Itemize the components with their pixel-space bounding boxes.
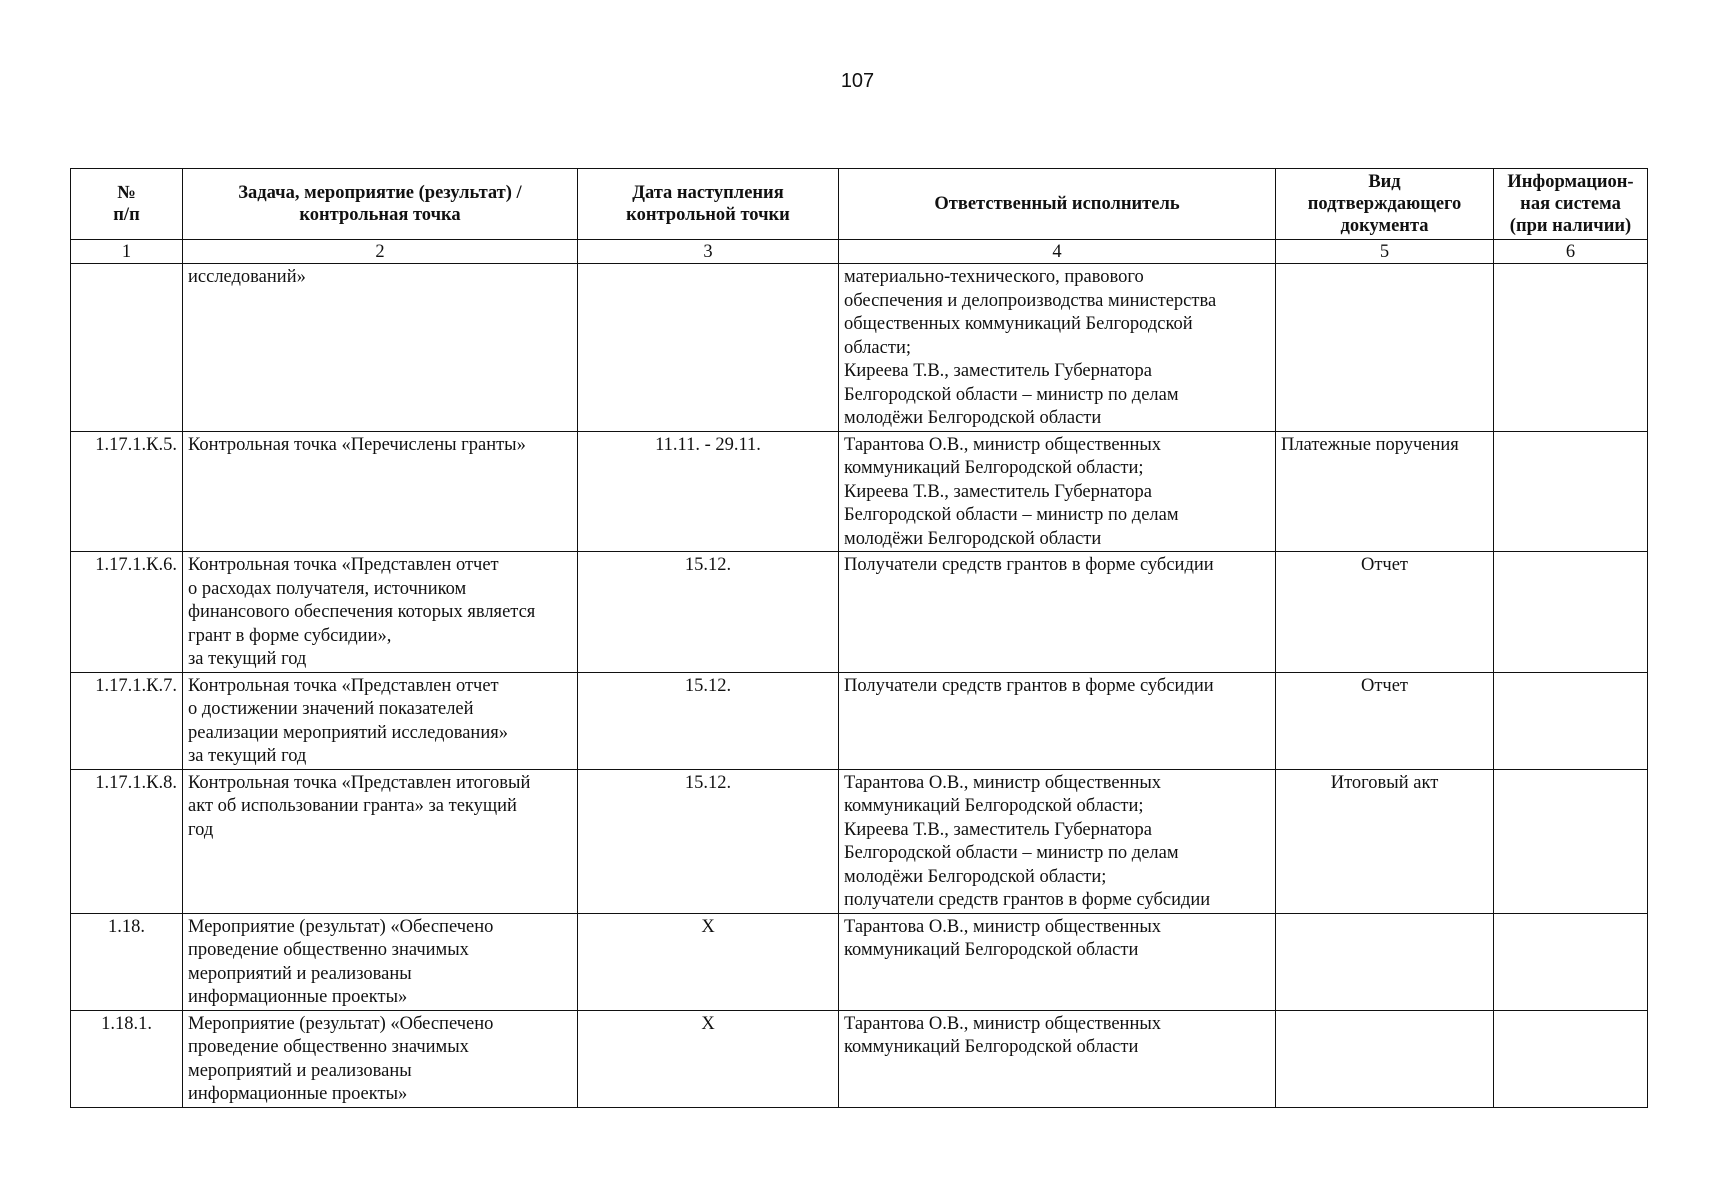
- header-document: [1276, 169, 1494, 240]
- row-document: Платежные поручения: [1276, 431, 1494, 552]
- row-number: 1.17.1.К.7.: [71, 672, 183, 769]
- header-document-text: Вид подтверждающего документа: [1307, 172, 1462, 236]
- table-row: [71, 552, 1648, 673]
- header-task-text: Задача, мероприятие (результат) / контрольная точка: [238, 183, 522, 225]
- column-number: 5: [1276, 240, 1494, 264]
- row-document: Итоговый акт: [1276, 769, 1494, 913]
- row-date: [578, 264, 839, 432]
- column-number: 1: [71, 240, 183, 264]
- header-system-text: Информацион- ная система (при наличии): [1507, 172, 1634, 236]
- header-task: [183, 169, 578, 240]
- row-responsible: Тарантова О.В., министр общественных коммуникаций Белгородской области; Киреева Т.В., заместитель Губернатора Белгородской области – министр по делам молодёжи Белгородской области; получатели средств грантов в форме субсидии: [839, 769, 1276, 913]
- column-number: 4: [839, 240, 1276, 264]
- row-responsible: Получатели средств грантов в форме субсидии: [839, 552, 1276, 673]
- row-system: [1494, 769, 1648, 913]
- header-row: [71, 169, 1648, 240]
- row-system: [1494, 264, 1648, 432]
- row-task: Контрольная точка «Представлен итоговый акт об использовании гранта» за текущий год: [183, 769, 578, 913]
- table-row: [71, 264, 1648, 432]
- row-date: X: [578, 913, 839, 1010]
- row-responsible: Тарантова О.В., министр общественных коммуникаций Белгородской области: [839, 1010, 1276, 1107]
- header-date: [578, 169, 839, 240]
- row-number: 1.18.1.: [71, 1010, 183, 1107]
- row-date: 11.11. - 29.11.: [578, 431, 839, 552]
- row-system: [1494, 913, 1648, 1010]
- table-row: [71, 431, 1648, 552]
- row-number: 1.17.1.К.5.: [71, 431, 183, 552]
- row-system: [1494, 672, 1648, 769]
- column-number-row: [71, 240, 1648, 264]
- row-responsible: Получатели средств грантов в форме субсидии: [839, 672, 1276, 769]
- header-responsible: [839, 169, 1276, 240]
- row-responsible: материально-технического, правового обеспечения и делопроизводства министерства общественных коммуникаций Белгородской области; Киреева Т.В., заместитель Губернатора Белгородской области – министр по делам молодёжи Белгородской области: [839, 264, 1276, 432]
- row-responsible: Тарантова О.В., министр общественных коммуникаций Белгородской области; Киреева Т.В., заместитель Губернатора Белгородской области – министр по делам молодёжи Белгородской области: [839, 431, 1276, 552]
- header-system: [1494, 169, 1648, 240]
- row-document: [1276, 1010, 1494, 1107]
- table-row: [71, 769, 1648, 913]
- row-number: [71, 264, 183, 432]
- header-date-text: Дата наступления контрольной точки: [626, 183, 790, 225]
- row-number: 1.18.: [71, 913, 183, 1010]
- header-number: [71, 169, 183, 240]
- row-task: Контрольная точка «Представлен отчет о достижении значений показателей реализации мероприятий исследования» за текущий год: [183, 672, 578, 769]
- table-row: [71, 913, 1648, 1010]
- row-document: Отчет: [1276, 672, 1494, 769]
- row-date: 15.12.: [578, 672, 839, 769]
- row-responsible: Тарантова О.В., министр общественных коммуникаций Белгородской области: [839, 913, 1276, 1010]
- column-number: 6: [1494, 240, 1648, 264]
- header-number-text: № п/п: [113, 183, 140, 225]
- page-number: 107: [840, 70, 875, 92]
- row-date: 15.12.: [578, 769, 839, 913]
- row-document: [1276, 913, 1494, 1010]
- row-system: [1494, 552, 1648, 673]
- row-task: исследований»: [183, 264, 578, 432]
- row-system: [1494, 431, 1648, 552]
- table-row: [71, 672, 1648, 769]
- table-row: [71, 1010, 1648, 1107]
- control-points-table: [70, 168, 1648, 1108]
- row-system: [1494, 1010, 1648, 1107]
- row-task: Контрольная точка «Перечислены гранты»: [183, 431, 578, 552]
- row-task: Мероприятие (результат) «Обеспечено проведение общественно значимых мероприятий и реализованы информационные проекты»: [183, 1010, 578, 1107]
- row-number: 1.17.1.К.6.: [71, 552, 183, 673]
- row-task: Контрольная точка «Представлен отчет о расходах получателя, источником финансового обеспечения которых является грант в форме субсидии», за текущий год: [183, 552, 578, 673]
- row-number: 1.17.1.К.8.: [71, 769, 183, 913]
- header-responsible-text: Ответственный исполнитель: [934, 194, 1180, 214]
- column-number: 3: [578, 240, 839, 264]
- row-document: Отчет: [1276, 552, 1494, 673]
- row-task: Мероприятие (результат) «Обеспечено проведение общественно значимых мероприятий и реализованы информационные проекты»: [183, 913, 578, 1010]
- row-document: [1276, 264, 1494, 432]
- row-date: 15.12.: [578, 552, 839, 673]
- column-number: 2: [183, 240, 578, 264]
- row-date: X: [578, 1010, 839, 1107]
